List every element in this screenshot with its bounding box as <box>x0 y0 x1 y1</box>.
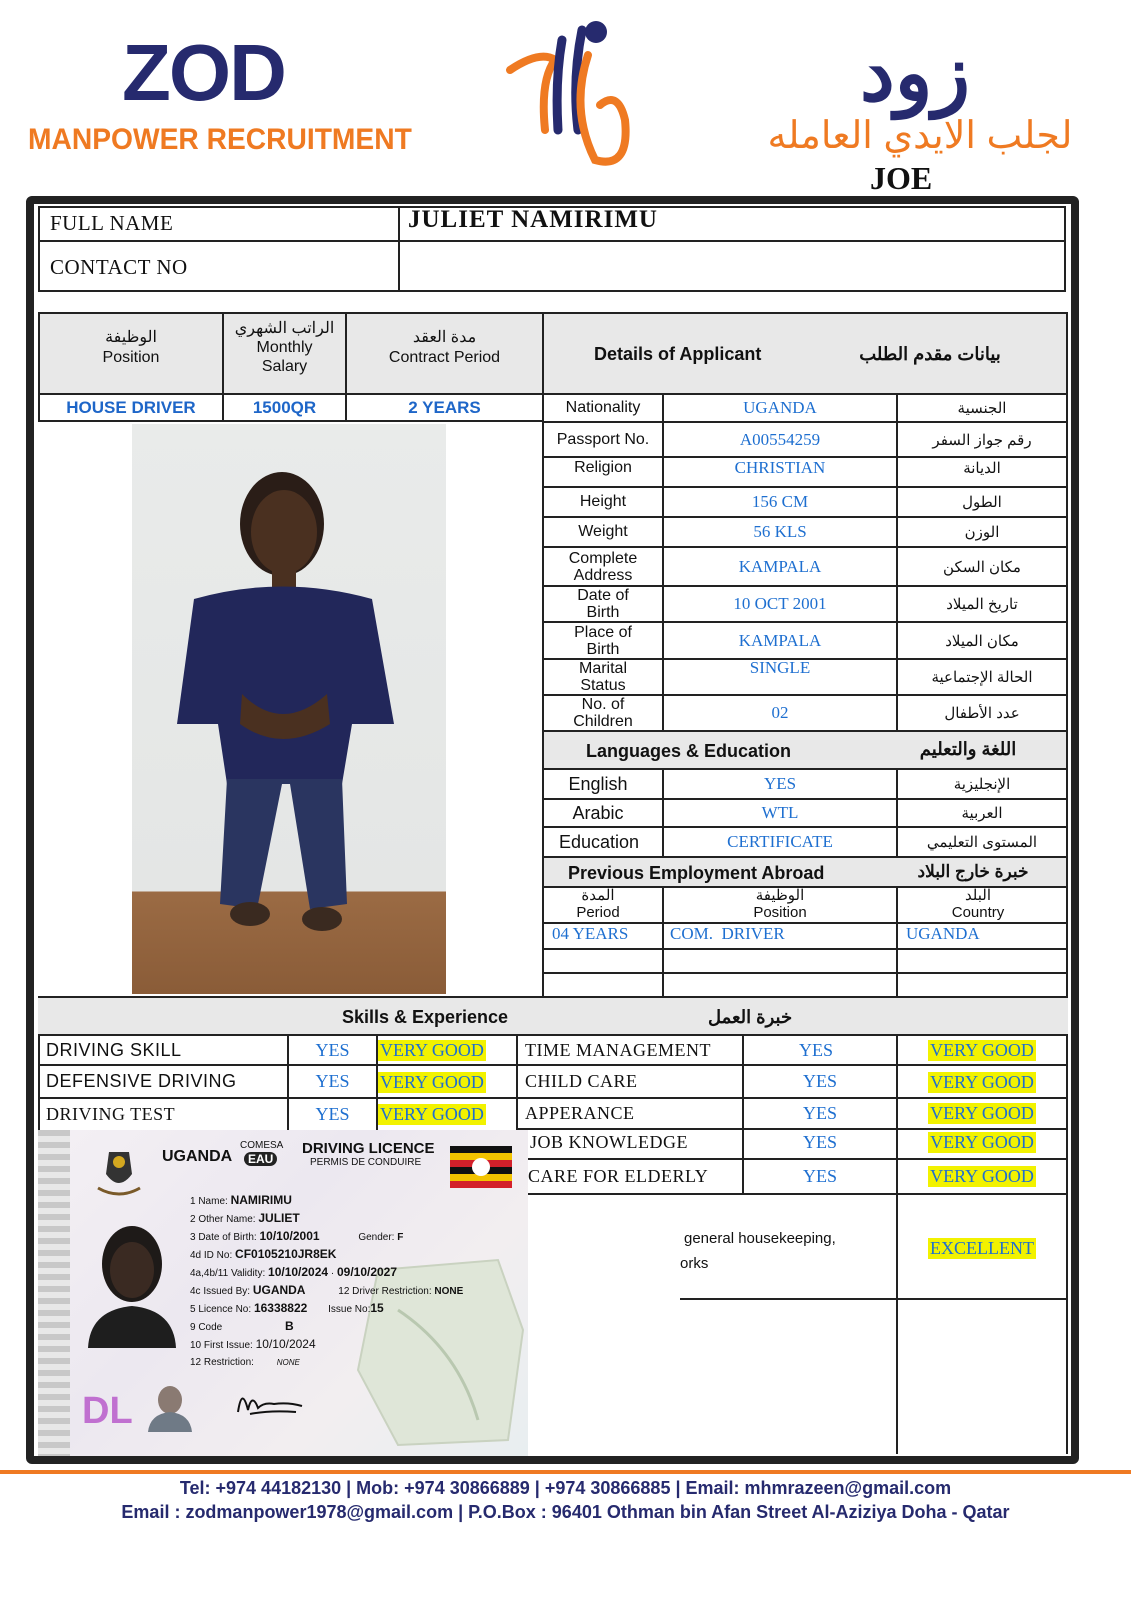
licence-portrait-icon <box>80 1218 184 1348</box>
licence-field-value: 10/10/2001 <box>259 1229 320 1243</box>
licence-gender-label: Gender: <box>358 1232 395 1243</box>
licence-ghost-photo <box>144 1380 196 1432</box>
period-header-ar: المدة <box>581 887 615 904</box>
skill-yes: YES <box>315 1103 350 1124</box>
detail-arabic: مكان الميلاد <box>945 632 1019 650</box>
detail-label: Nationality <box>565 399 641 416</box>
company-name: MANPOWER RECRUITMENT <box>28 123 412 156</box>
position-value: HOUSE DRIVER <box>66 397 196 417</box>
skill-rating-text: VERY GOOD <box>930 1102 1034 1123</box>
salary-header-en2: Salary <box>261 357 308 375</box>
detail-label: Date of Birth <box>577 587 629 621</box>
detail-label: Height <box>579 493 627 510</box>
employment-title: Previous Employment Abroad <box>568 862 825 883</box>
licence-field-label: 12 Restriction: <box>190 1357 254 1368</box>
salary-header-ar: الراتب الشهري <box>234 319 335 337</box>
details-title-ar: بيانات مقدم الطلب <box>859 343 1001 364</box>
licence-row <box>190 1210 463 1228</box>
skill-rating-text: VERY GOOD <box>930 1165 1034 1186</box>
employment-country-header <box>898 886 1058 922</box>
licence-row <box>190 1354 463 1371</box>
skill-rating <box>378 1070 508 1094</box>
skill-label: CHILD CARE <box>525 1071 638 1091</box>
detail-arabic: الحالة الإجتماعية <box>931 669 1033 686</box>
skill-rating <box>378 1038 508 1062</box>
licence-field-value: UGANDA <box>252 1283 306 1297</box>
licence-field-value: CF0105210JR8EK <box>235 1247 337 1261</box>
skill-rating <box>898 1164 1066 1188</box>
language-value: YES <box>763 774 797 793</box>
licence-row <box>190 1300 463 1318</box>
full-name-value: JULIET NAMIRIMU <box>408 206 658 233</box>
licence-field-label: 10 First Issue: <box>190 1340 253 1351</box>
detail-label: Place of Birth <box>574 623 632 658</box>
language-arabic: المستوى التعليمي <box>926 834 1038 851</box>
detail-label: Marital Status <box>578 660 627 694</box>
detail-arabic: الوزن <box>964 524 1000 541</box>
licence-security-strip <box>38 1130 70 1456</box>
skill-rating-text: VERY GOOD <box>380 1071 484 1092</box>
licence-field-value: NAMIRIMU <box>230 1193 292 1207</box>
skill-yes: YES <box>802 1131 837 1152</box>
contract-value: 2 YEARS <box>408 397 481 417</box>
skills-title-ar: خبرة العمل <box>707 1006 793 1027</box>
position-header <box>40 318 222 378</box>
skill-yes: YES <box>315 1039 350 1060</box>
detail-label: Passport No. <box>556 430 650 448</box>
skills-note-rating-text: EXCELLENT <box>930 1237 1034 1258</box>
licence-comesa: COMESA <box>240 1140 284 1151</box>
licence-field-value: JULIET <box>258 1211 300 1225</box>
footer-line2: Email : zodmanpower1978@gmail.com | P.O.Box : 96401 Othman bin Afan Street Al-Aziziya Doha - Qatar <box>121 1502 1010 1522</box>
language-label: Education <box>558 831 640 852</box>
licence-field-value: 16338822 <box>253 1301 308 1315</box>
skill-label: CARE FOR ELDERLY <box>528 1165 709 1186</box>
detail-label: Religion <box>574 459 632 476</box>
skill-yes: YES <box>798 1039 833 1060</box>
logo-text: ZOD <box>122 28 285 117</box>
languages-title: Languages & Education <box>586 740 792 761</box>
position-header-ar2: الوظيفة <box>755 887 805 904</box>
language-label: Arabic <box>572 802 624 823</box>
salary-header <box>224 314 345 380</box>
licence-restriction: NONE <box>434 1286 464 1297</box>
arabic-tagline: لجلب الايدي العامله <box>767 115 1073 157</box>
employment-position-value: COM. DRIVER <box>670 924 785 943</box>
licence-field-value: 09/10/2027 <box>336 1265 398 1279</box>
licence-row <box>190 1246 463 1264</box>
licence-issue: 15 <box>370 1301 384 1315</box>
licence-dl-mark: DL <box>82 1390 133 1432</box>
contract-header-en: Contract Period <box>388 349 501 366</box>
skill-label: DRIVING TEST <box>46 1103 176 1124</box>
skill-rating <box>898 1070 1066 1094</box>
licence-row <box>190 1192 463 1210</box>
detail-value: CHRISTIAN <box>734 458 826 477</box>
contract-header-ar: مدة العقد <box>412 329 477 346</box>
skill-rating-text: VERY GOOD <box>380 1103 484 1124</box>
licence-field-label: 4a,4b/11 Validity: <box>190 1268 266 1279</box>
licence-issue-label: Issue No: <box>328 1304 371 1315</box>
detail-arabic: الديانة <box>963 460 1001 477</box>
detail-value: SINGLE <box>749 658 811 677</box>
licence-subtitle: PERMIS DE CONDUIRE <box>310 1157 422 1168</box>
licence-title: DRIVING LICENCE <box>302 1140 435 1157</box>
skill-label: DRIVING SKILL <box>46 1039 182 1060</box>
licence-restriction-label: 12 Driver Restriction: <box>338 1286 432 1297</box>
language-arabic: الإنجليزية <box>953 776 1011 793</box>
licence-field-label: 4d ID No: <box>190 1250 233 1261</box>
detail-arabic: مكان السكن <box>943 558 1021 576</box>
licence-field-label: 9 Code <box>190 1322 223 1333</box>
detail-value: A00554259 <box>739 430 821 449</box>
detail-arabic: الطول <box>962 494 1002 511</box>
licence-field-label: 2 Other Name: <box>190 1214 256 1225</box>
licence-country: UGANDA <box>162 1148 233 1165</box>
language-label: English <box>568 773 628 794</box>
licence-row: 4a,4b/11 Validity: 10/10/2024 · 09/10/2027 <box>190 1265 398 1279</box>
skill-yes: YES <box>802 1165 837 1186</box>
footer-divider <box>0 1470 1131 1474</box>
detail-arabic: عدد الأطفال <box>944 705 1020 722</box>
country-header-ar: البلد <box>964 887 992 904</box>
skill-yes: YES <box>802 1071 837 1091</box>
position-header-ar: الوظيفة <box>105 329 157 346</box>
licence-field-label: 4c Issued By: <box>190 1286 251 1297</box>
licence-field-value: NONE <box>276 1358 300 1367</box>
country-header-en: Country <box>951 904 1005 921</box>
skill-label: JOB KNOWLEDGE <box>530 1131 688 1152</box>
skill-rating <box>898 1130 1066 1154</box>
salary-header-en1: Monthly <box>256 338 313 356</box>
skills-note-rating <box>898 1236 1066 1260</box>
employment-period-value: 04 YEARS <box>552 924 629 943</box>
language-arabic: العربية <box>961 805 1003 822</box>
full-name-label: FULL NAME <box>50 210 174 235</box>
person-figure-icon <box>132 424 446 994</box>
position-header-en: Position <box>102 349 160 366</box>
detail-label: Complete Address <box>568 549 638 584</box>
detail-value: 02 <box>771 703 789 722</box>
licence-row <box>190 1282 463 1300</box>
skills-title: Skills & Experience <box>341 1006 509 1027</box>
detail-value: KAMPALA <box>738 630 822 650</box>
employment-title-ar: خبرة خارج البلاد <box>917 862 1029 881</box>
driving-licence-card <box>38 1130 528 1456</box>
contact-value <box>408 252 1048 282</box>
skill-rating-text: VERY GOOD <box>380 1039 484 1060</box>
licence-eau: EAU <box>244 1152 277 1166</box>
period-header-en: Period <box>576 904 620 921</box>
language-value: WTL <box>761 803 799 822</box>
skill-rating-text: VERY GOOD <box>930 1071 1034 1092</box>
detail-value: 56 KLS <box>753 522 807 541</box>
detail-label: Weight <box>578 523 628 540</box>
detail-value: UGANDA <box>743 398 817 417</box>
skills-note-line2: orks <box>680 1255 709 1272</box>
skill-label: DEFENSIVE DRIVING <box>46 1071 237 1091</box>
licence-fields <box>190 1192 463 1371</box>
salary-value: 1500QR <box>252 397 317 417</box>
detail-value: KAMPALA <box>738 556 822 576</box>
footer-line1: Tel: +974 44182130 | Mob: +974 30866889 | +974 30866885 | Email: mhmrazeen@gmail.com <box>179 1478 952 1498</box>
applicant-photo <box>132 424 446 994</box>
licence-photo <box>80 1218 184 1348</box>
licence-field-value: 10/10/2024 <box>255 1337 316 1351</box>
detail-value: 156 CM <box>751 492 809 511</box>
employment-period-header <box>544 886 652 922</box>
skill-rating-text: VERY GOOD <box>930 1039 1034 1060</box>
skill-label: TIME MANAGEMENT <box>525 1039 711 1060</box>
skill-rating-text: VERY GOOD <box>930 1131 1034 1152</box>
skill-label: APPERANCE <box>525 1103 635 1123</box>
contact-label: CONTACT NO <box>50 254 188 279</box>
skill-yes: YES <box>802 1103 837 1123</box>
uganda-flag-icon <box>450 1146 512 1188</box>
licence-gender: F <box>397 1232 404 1243</box>
agent-code: JOE <box>870 160 933 196</box>
licence-row <box>190 1228 463 1246</box>
details-title: Details of Applicant <box>594 343 762 364</box>
licence-field-label: 5 Licence No: <box>190 1304 252 1315</box>
licence-field-label: 1 Name: <box>190 1196 228 1207</box>
languages-title-ar: اللغة والتعليم <box>919 738 1017 759</box>
skill-rating <box>898 1038 1066 1062</box>
detail-label: No. of Children <box>573 696 633 730</box>
licence-field-value: B <box>285 1319 294 1333</box>
skill-rating <box>378 1102 508 1126</box>
employment-country-value: UGANDA <box>906 924 980 943</box>
detail-value: 10 OCT 2001 <box>733 594 827 613</box>
licence-row <box>190 1336 463 1354</box>
skill-rating <box>898 1101 1066 1125</box>
detail-arabic: الجنسية <box>957 400 1007 417</box>
position-header-en2: Position <box>753 904 807 921</box>
ghost-portrait-icon <box>144 1380 196 1432</box>
licence-row <box>190 1318 463 1336</box>
skills-note-line1: general housekeeping, <box>684 1230 836 1247</box>
contract-header <box>347 318 542 378</box>
detail-arabic: تاريخ الميلاد <box>946 596 1018 613</box>
employment-position-header <box>664 886 896 922</box>
language-value: CERTIFICATE <box>727 832 833 851</box>
licence-field-label: 3 Date of Birth: <box>190 1232 257 1243</box>
detail-arabic: رقم جواز السفر <box>932 432 1032 449</box>
arabic-logo: زود <box>859 29 971 117</box>
signature-icon <box>230 1382 310 1422</box>
coat-of-arms-icon <box>94 1144 144 1200</box>
skill-yes: YES <box>315 1071 350 1091</box>
company-emblem-icon <box>500 10 640 180</box>
licence-field-value: 10/10/2024 <box>268 1265 329 1279</box>
